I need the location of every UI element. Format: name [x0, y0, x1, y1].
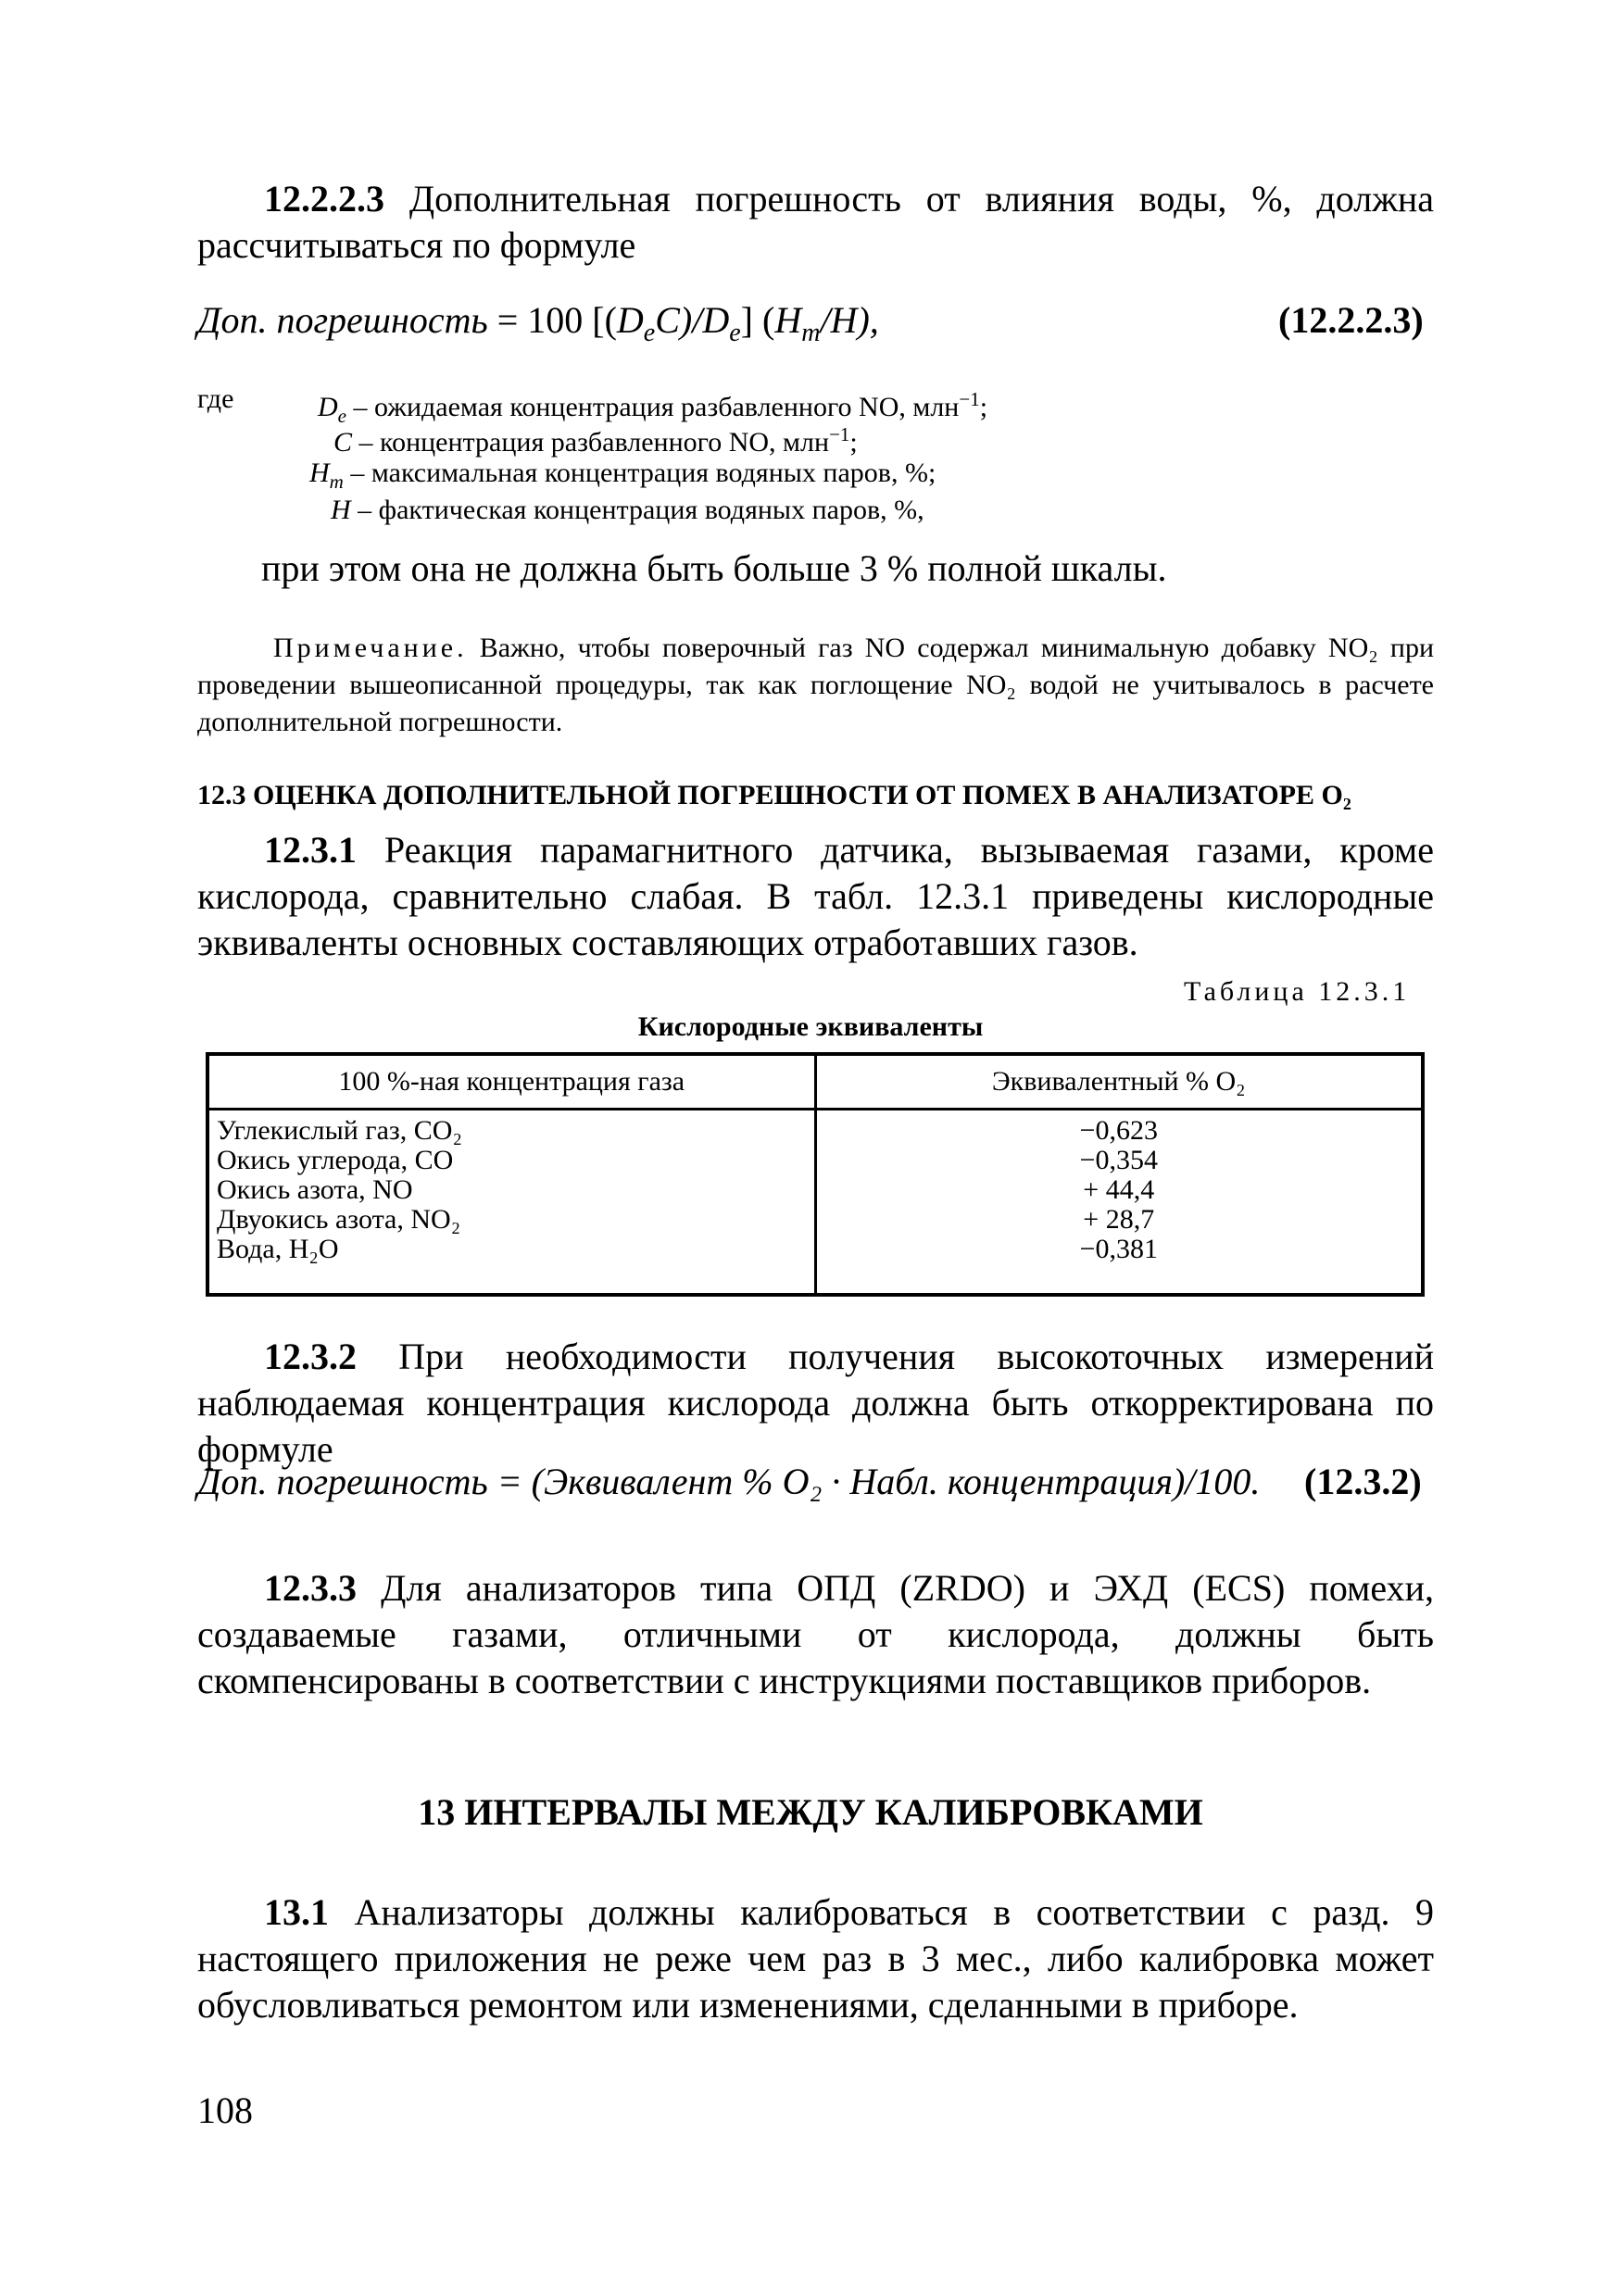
note [197, 630, 1434, 741]
clause-text: Анализаторы должны калиброваться в соответствии с разд. 9 настоящего приложения не реже чем раз в 3 мес., либо калибровка может обусловливаться ремонтом или изменениями, сделанными в приборе. [197, 1891, 1434, 2026]
def-superscript: −1 [959, 388, 980, 410]
equivalent-value: −0,354 [1079, 1145, 1158, 1175]
formula-symbol: C)/D [655, 299, 730, 341]
formula-subscript: m [801, 319, 821, 347]
gas-name: Окись углерода, CO [217, 1145, 454, 1175]
clause-number: 13.1 [264, 1891, 329, 1933]
def-text: – концентрация разбавленного NO, млн [352, 427, 830, 458]
def-text: – ожидаемая концентрация разбавленного NO, млн [346, 392, 960, 422]
def-subscript: e [337, 405, 346, 427]
formula-part: = 100 [( [487, 299, 617, 341]
clause-number: 12.2.2.3 [264, 178, 384, 220]
gas-list-cell [207, 1110, 815, 1296]
oxygen-equivalents-table [206, 1052, 1425, 1297]
page-number: 108 [197, 2089, 253, 2131]
clause-number: 12.3.1 [264, 829, 357, 871]
table-header-equivalent: Эквивалентный % O₂ [815, 1054, 1423, 1110]
table-label: Таблица 12.3.1 [1184, 976, 1411, 1007]
formula-part: ] ( [740, 299, 775, 341]
formula-12-2-2-3 [197, 298, 879, 348]
value-list-cell [815, 1110, 1423, 1296]
def-tail: ; [979, 392, 988, 422]
gas-name: Углекислый газ, CO₂ [217, 1115, 462, 1146]
formula-subscript: e [643, 319, 656, 347]
table-header-row [207, 1054, 1423, 1110]
paragraph-12-2-2-3 [197, 176, 1434, 269]
definition-c [333, 417, 858, 460]
formula-12-3-2: Доп. погрешность = (Эквивалент % O₂ · Набл. концентрация)/100. [197, 1461, 1261, 1502]
equivalent-value: −0,623 [1079, 1115, 1158, 1146]
table-row [207, 1110, 1423, 1296]
clause-text: Реакция парамагнитного датчика, вызываемая газами, кроме кислорода, сравнительно слабая. В табл. 12.3.1 приведены кислородные эквиваленты основных составляющих отработавших газов. [197, 829, 1434, 963]
clause-number: 12.3.2 [264, 1336, 357, 1377]
clause-text: Дополнительная погрешность от влияния воды, %, должна рассчитываться по формуле [197, 178, 1434, 266]
def-symbol: C [333, 427, 353, 458]
def-subscript: m [329, 470, 344, 493]
formula-part: /H), [820, 299, 879, 341]
limit-text: при этом она не должна быть больше 3 % полной шкалы. [261, 547, 1167, 589]
clause-number: 12.3.3 [264, 1567, 357, 1609]
def-superscript: −1 [829, 423, 850, 445]
gas-name: Двуокись азота, NO₂ [217, 1204, 461, 1235]
paragraph-12-3-3 [197, 1565, 1434, 1704]
def-symbol: H [331, 495, 351, 525]
equivalent-value: + 44,4 [1083, 1174, 1155, 1205]
clause-text: Для анализаторов типа ОПД (ZRDO) и ЭХД (ECS) помехи, создаваемые газами, отличными от кислорода, должны быть скомпенсированы в соответствии с инструкциями поставщиков приборов. [197, 1567, 1434, 1701]
def-text: – максимальная концентрация водяных паров, %; [343, 458, 936, 488]
where-word: где [197, 383, 234, 414]
def-text: – фактическая концентрация водяных паров, %, [350, 495, 924, 525]
formula-symbol: H [774, 299, 802, 341]
paragraph-13-1 [197, 1889, 1434, 2028]
section-12-3-title: 12.3 ОЦЕНКА ДОПОЛНИТЕЛЬНОЙ ПОГРЕШНОСТИ ОТ ПОМЕХ В АНАЛИЗАТОРЕ O₂ [197, 780, 1351, 810]
definition-h [331, 493, 924, 528]
table-header-gas: 100 %-ная концентрация газа [207, 1054, 815, 1110]
formula-label: (12.2.2.3) [1278, 299, 1424, 341]
formula-subscript: e [729, 319, 741, 347]
paragraph-12-3-2 [197, 1334, 1434, 1473]
gas-name: Вода, H₂O [217, 1234, 339, 1264]
note-text: Важно, чтобы поверочный газ NO содержал минимальную добавку NO₂ при проведении вышеописанной процедуры, так как поглощение NO₂ водой не учитывалось в расчете дополнительной погрешности. [197, 633, 1434, 737]
def-symbol: H [309, 458, 330, 488]
def-tail: ; [849, 427, 858, 458]
note-label: Примечание. [273, 633, 468, 663]
clause-text: При необходимости получения высокоточных измерений наблюдаемая концентрация кислорода должна быть откорректирована по формуле [197, 1336, 1434, 1470]
formula-12-3-2-label: (12.3.2) [1304, 1461, 1422, 1502]
gas-name: Окись азота, NO [217, 1174, 413, 1205]
paragraph-12-3-1 [197, 827, 1434, 966]
table-title: Кислородные эквиваленты [637, 1011, 984, 1042]
formula-symbol: D [616, 299, 644, 341]
section-13-title: 13 ИНТЕРВАЛЫ МЕЖДУ КАЛИБРОВКАМИ [418, 1791, 1203, 1833]
equivalent-value: −0,381 [1079, 1234, 1158, 1264]
equivalent-value: + 28,7 [1083, 1204, 1155, 1235]
def-symbol: D [318, 392, 338, 422]
formula-lhs: Доп. погрешность [197, 299, 488, 341]
